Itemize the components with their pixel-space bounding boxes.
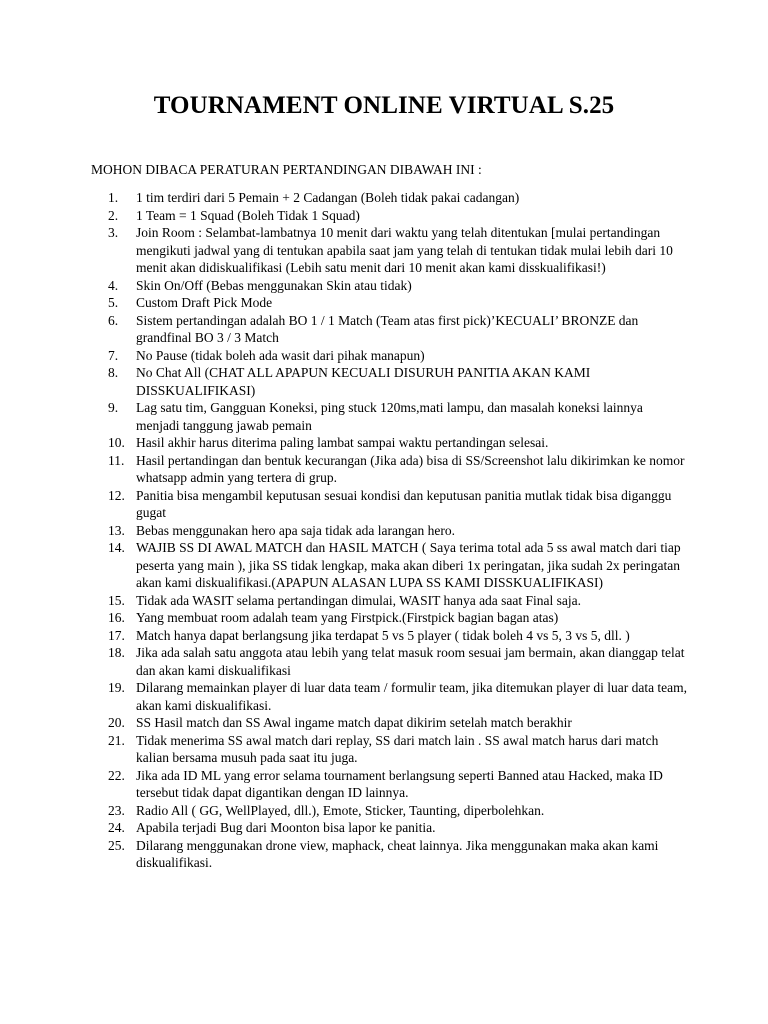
rule-text: WAJIB SS DI AWAL MATCH dan HASIL MATCH ( Saya terima total ada 5 ss awal match dari tiap peserta yang main ), jika SS tidak lengkap, maka akan diberi 1x peringatan, jika sudah 2x peringatan akan kami diskualifikasi.(APAPUN ALASAN LUPA SS KAMI DISSKUALIFIKASI) bbox=[136, 540, 681, 590]
rule-text: Custom Draft Pick Mode bbox=[136, 295, 273, 310]
rule-number: 9. bbox=[108, 400, 119, 415]
rule-number: 22. bbox=[108, 767, 125, 783]
rule-text: Yang membuat room adalah team yang Firstpick.(Firstpick bagian bagan atas) bbox=[136, 610, 559, 625]
rule-number: 2. bbox=[108, 207, 119, 223]
rule-item bbox=[108, 522, 688, 540]
rule-item bbox=[108, 539, 688, 592]
rule-number: 16. bbox=[108, 610, 125, 625]
rule-text: Apabila terjadi Bug dari Moonton bisa lapor ke panitia. bbox=[136, 820, 436, 835]
rule-item bbox=[108, 399, 688, 434]
rule-item bbox=[108, 189, 688, 207]
rule-number: 10. bbox=[108, 435, 125, 450]
rule-item bbox=[108, 627, 688, 645]
rule-text: Dilarang menggunakan drone view, maphack, cheat lainnya. Jika menggunakan maka akan kami diskualifikasi. bbox=[136, 837, 659, 870]
rule-number: 17. bbox=[108, 627, 125, 643]
rule-item bbox=[108, 609, 688, 627]
rule-text: Hasil akhir harus diterima paling lambat sampai waktu pertandingan selesai. bbox=[136, 435, 549, 450]
rule-item bbox=[108, 644, 688, 679]
rule-number: 3. bbox=[108, 225, 119, 240]
rule-item bbox=[108, 837, 688, 872]
rule-text: Dilarang memainkan player di luar data team / formulir team, jika ditemukan player di luar data team, akan kami diskualifikasi. bbox=[136, 680, 688, 713]
rule-text: Tidak menerima SS awal match dari replay, SS dari match lain . SS awal match harus dari match kalian bersama musuh pada saat itu juga. bbox=[136, 732, 659, 765]
rule-text: No Chat All (CHAT ALL APAPUN KECUALI DISURUH PANITIA AKAN KAMI DISSKUALIFIKASI) bbox=[136, 365, 591, 398]
rule-number: 11. bbox=[108, 452, 125, 468]
rule-text: SS Hasil match dan SS Awal ingame match dapat dikirim setelah match berakhir bbox=[136, 715, 572, 730]
rule-text: Tidak ada WASIT selama pertandingan dimulai, WASIT hanya ada saat Final saja. bbox=[136, 592, 582, 608]
rule-item bbox=[108, 592, 688, 610]
rule-text: Bebas menggunakan hero apa saja tidak ada larangan hero. bbox=[136, 522, 455, 538]
rule-number: 1. bbox=[108, 190, 119, 205]
rule-item bbox=[108, 347, 688, 365]
rule-text: Skin On/Off (Bebas menggunakan Skin atau tidak) bbox=[136, 277, 412, 293]
rule-text: Jika ada ID ML yang error selama tournament berlangsung seperti Banned atau Hacked, maka ID tersebut tidak dapat digantikan dengan ID lainnya. bbox=[136, 767, 663, 800]
rule-number: 12. bbox=[108, 487, 125, 503]
rule-item bbox=[108, 714, 688, 732]
rule-item bbox=[108, 207, 688, 225]
rule-text: Sistem pertandingan adalah BO 1 / 1 Match (Team atas first pick)’KECUALI’ BRONZE dan grandfinal BO 3 / 3 Match bbox=[136, 312, 639, 345]
rule-item bbox=[108, 679, 688, 714]
rule-number: 25. bbox=[108, 837, 125, 853]
rule-number: 23. bbox=[108, 802, 125, 818]
rule-number: 14. bbox=[108, 540, 125, 555]
rule-item bbox=[108, 802, 688, 820]
rule-text: Lag satu tim, Gangguan Koneksi, ping stuck 120ms,mati lampu, dan masalah koneksi lainnya menjadi tanggung jawab pemain bbox=[136, 400, 643, 433]
rule-text: Panitia bisa mengambil keputusan sesuai kondisi dan keputusan panitia mutlak tidak bisa diganggu gugat bbox=[136, 487, 672, 520]
rule-item bbox=[108, 224, 688, 277]
rules-list bbox=[108, 189, 688, 872]
rule-item bbox=[108, 364, 688, 399]
rule-text: 1 Team = 1 Squad (Boleh Tidak 1 Squad) bbox=[136, 207, 360, 223]
rule-number: 7. bbox=[108, 347, 119, 363]
rule-item bbox=[108, 434, 688, 452]
rule-number: 19. bbox=[108, 680, 125, 695]
rule-number: 6. bbox=[108, 312, 119, 328]
rule-number: 5. bbox=[108, 295, 119, 310]
rule-text: Radio All ( GG, WellPlayed, dll.), Emote, Sticker, Taunting, diperbolehkan. bbox=[136, 802, 545, 818]
rule-item bbox=[108, 452, 688, 487]
rule-number: 4. bbox=[108, 277, 119, 293]
rule-number: 20. bbox=[108, 715, 125, 730]
rule-item bbox=[108, 312, 688, 347]
rule-number: 24. bbox=[108, 820, 125, 835]
rule-item bbox=[108, 294, 688, 312]
rule-number: 8. bbox=[108, 365, 119, 380]
rule-text: Match hanya dapat berlangsung jika terdapat 5 vs 5 player ( tidak boleh 4 vs 5, 3 vs 5, dll. ) bbox=[136, 627, 630, 643]
rule-text: Hasil pertandingan dan bentuk kecurangan (Jika ada) bisa di SS/Screenshot lalu dikirimkan ke nomor whatsapp admin yang tertera di grup. bbox=[136, 452, 685, 485]
rule-text: Jika ada salah satu anggota atau lebih yang telat masuk room sesuai jam bermain, akan dianggap telat dan akan kami diskualifikasi bbox=[136, 645, 685, 678]
rule-item bbox=[108, 767, 688, 802]
rule-item bbox=[108, 487, 688, 522]
rule-item bbox=[108, 819, 688, 837]
rule-number: 21. bbox=[108, 732, 125, 748]
rule-item bbox=[108, 732, 688, 767]
rule-number: 18. bbox=[108, 645, 125, 660]
rule-text: No Pause (tidak boleh ada wasit dari pihak manapun) bbox=[136, 347, 425, 363]
rule-text: Join Room : Selambat-lambatnya 10 menit dari waktu yang telah ditentukan [mulai pertandingan mengikuti jadwal yang di tentukan apabila saat jam yang telah di tentukan tidak mulai lebih dari 10 menit akan didiskualifikasi (Lebih satu menit dari 10 menit akan kami disskualifikasi!) bbox=[136, 225, 673, 275]
document-title: TOURNAMENT ONLINE VIRTUAL S.25 bbox=[153, 92, 615, 119]
rule-number: 15. bbox=[108, 592, 125, 608]
intro-text: MOHON DIBACA PERATURAN PERTANDINGAN DIBAWAH INI : bbox=[91, 162, 482, 177]
rule-item bbox=[108, 277, 688, 295]
rule-number: 13. bbox=[108, 522, 125, 538]
rule-text: 1 tim terdiri dari 5 Pemain + 2 Cadangan (Boleh tidak pakai cadangan) bbox=[136, 190, 520, 205]
